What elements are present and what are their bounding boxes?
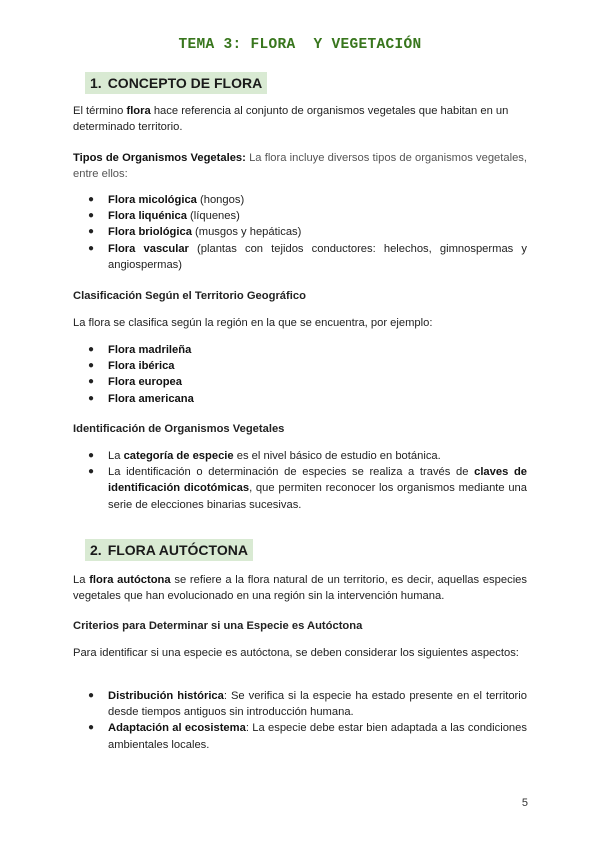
bold-term: Flora micológica (108, 194, 197, 206)
bold-term: Flora briológica (108, 226, 192, 239)
criterios-list (73, 688, 527, 753)
list-item (73, 342, 527, 358)
bold-term: Flora madrileña (108, 344, 192, 356)
text-run: , que permiten reconocer los organismos mediante una serie de elecciones binarias sucesivas. (108, 482, 527, 511)
bullet-icon: ● (88, 466, 95, 478)
page-title: TEMA 3: FLORA Y VEGETACIÓN (178, 37, 422, 53)
text-run: (líquenes) (186, 210, 240, 223)
text-run: se refiere a la flora natural de un territorio, es decir, aquellas especies vegetales que han evolucionado en una región sin la intervención humana. (73, 574, 527, 602)
bullet-icon: ● (88, 376, 95, 388)
bold-term: Tipos de Organismos Vegetales: (73, 152, 246, 164)
bullet-icon: ● (88, 360, 95, 372)
criterios-text: Para identificar si una especie es autóctona, se deben considerar los siguientes aspectos: (73, 647, 519, 659)
bold-term: Flora ibérica (108, 360, 175, 373)
text-run: es el nivel básico de estudio en botánica. (233, 450, 441, 462)
text-run: El término (73, 105, 127, 117)
list-item (73, 241, 527, 273)
text-run: (plantas con tejidos conductores: helechos, gimnospermas y angiospermas) (108, 242, 527, 271)
bullet-icon: ● (88, 450, 95, 461)
bold-term: flora (126, 105, 151, 117)
list-item (73, 391, 527, 407)
bullet-icon: ● (88, 210, 95, 222)
bold-term: Flora americana (108, 392, 194, 405)
section-heading-2 (85, 539, 253, 561)
bullet-icon: ● (88, 242, 95, 254)
bullet-icon: ● (88, 722, 95, 734)
list-item (73, 358, 527, 374)
text-run: La flora incluye diversos tipos de organismos vegetales, entre ellos: (73, 152, 527, 180)
bold-term: Flora europea (108, 376, 182, 389)
clasificacion-text: La flora se clasifica según la región en la que se encuentra, por ejemplo: (73, 317, 433, 329)
text-run: : Se verifica si la especie ha estado presente en el territorio desde tiempos antiguos sin introducción humana. (108, 690, 527, 719)
bold-term: flora autóctona (89, 574, 171, 586)
bold-term: claves de identificación dicotómicas (108, 466, 528, 495)
list-item (73, 720, 527, 752)
text-run: hace referencia al conjunto de organismos vegetales que habitan en un determinado territorio. (73, 105, 509, 133)
list-item (73, 688, 527, 720)
list-item (73, 224, 527, 240)
section-title: FLORA AUTÓCTONA (107, 542, 248, 558)
bold-term: Adaptación al ecosistema (108, 722, 246, 735)
criterios-heading: Criterios para Determinar si una Especie es Autóctona (73, 620, 363, 632)
text-run: La (73, 574, 90, 586)
list-item (73, 208, 527, 224)
bullet-icon: ● (88, 690, 95, 701)
section-heading-1 (85, 72, 267, 94)
list-item (73, 192, 527, 208)
text-run: (hongos) (196, 194, 245, 206)
page-number: 5 (521, 797, 528, 809)
text-run: La (108, 450, 124, 462)
bold-term: Flora liquénica (108, 210, 187, 223)
tipos-paragraph (73, 150, 527, 182)
bullet-icon: ● (88, 392, 95, 404)
identificacion-list (73, 448, 527, 513)
section-title: CONCEPTO DE FLORA (107, 75, 263, 91)
bullet-icon: ● (88, 226, 95, 238)
bullet-icon: ● (88, 194, 95, 205)
clasificacion-list (73, 342, 527, 407)
text-run: (musgos y hepáticas) (191, 226, 302, 239)
bold-term: Distribución histórica (108, 690, 224, 702)
bullet-icon: ● (88, 344, 95, 355)
text-run: La identificación o determinación de especies se realiza a través de (108, 466, 475, 479)
section-number: 2. (90, 542, 102, 558)
flora-definition (73, 103, 527, 135)
list-item (73, 374, 527, 390)
clasificacion-heading: Clasificación Según el Territorio Geográfico (73, 290, 306, 302)
list-item (73, 448, 527, 464)
list-item (73, 464, 527, 513)
identificacion-heading: Identificación de Organismos Vegetales (73, 423, 285, 435)
section-number: 1. (90, 75, 102, 91)
bold-term: categoría de especie (123, 450, 234, 462)
autoctona-definition (73, 572, 527, 604)
bold-term: Flora vascular (108, 242, 189, 255)
text-run: : La especie debe estar bien adaptada a las condiciones ambientales locales. (108, 722, 527, 751)
tipos-list (73, 192, 527, 273)
